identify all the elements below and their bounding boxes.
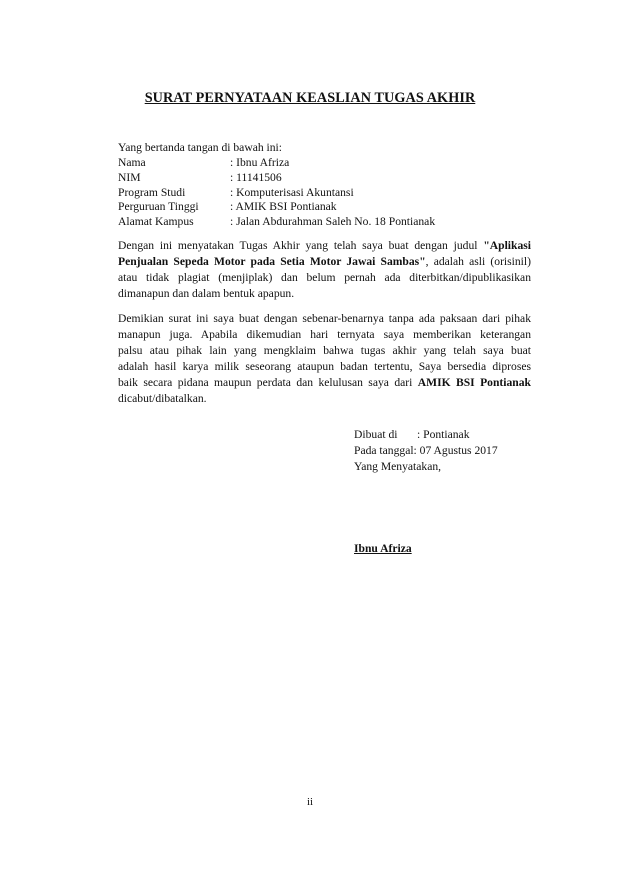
identity-label: NIM bbox=[118, 170, 141, 184]
paragraph-line bbox=[118, 375, 531, 391]
identity-value: : Jalan Abdurahman Saleh No. 18 Pontianak bbox=[230, 215, 436, 229]
signature-block bbox=[354, 427, 498, 475]
paragraph-line: palsu atau pihak lain yang mengklaim bahwa tugas akhir yang telah saya buat bbox=[118, 344, 531, 357]
paragraph-line: Demikian surat ini saya buat dengan sebenar-benarnya tanpa ada paksaan dari pihak bbox=[118, 312, 531, 325]
identity-label: Nama bbox=[118, 156, 146, 169]
document-title: SURAT PERNYATAAN KEASLIAN TUGAS AKHIR bbox=[144, 90, 476, 106]
signature-date: Pada tanggal: 07 Agustus 2017 bbox=[354, 444, 498, 457]
identity-value: : AMIK BSI Pontianak bbox=[230, 200, 337, 214]
identity-row-institution bbox=[118, 200, 435, 215]
paragraph-text: baik secara pidana maupun perdata dan kelulusan saya dari bbox=[118, 376, 418, 389]
signature-place-row bbox=[354, 427, 498, 443]
declaration-paragraph bbox=[118, 238, 531, 302]
identity-label: Perguruan Tinggi bbox=[118, 200, 199, 214]
identity-value: : Ibnu Afriza bbox=[230, 156, 290, 169]
place-label: Dibuat di bbox=[354, 428, 398, 441]
institution-bold: AMIK BSI Pontianak bbox=[417, 376, 531, 389]
statement-paragraph bbox=[118, 311, 531, 407]
identity-value: : 11141506 bbox=[230, 170, 282, 184]
paragraph-text: , adalah asli (orisinil) bbox=[425, 255, 531, 268]
thesis-title-bold: Penjualan Sepeda Motor pada Setia Motor Jawai Sambas" bbox=[118, 255, 426, 268]
page-number: ii bbox=[306, 796, 314, 808]
paragraph-line bbox=[118, 254, 531, 270]
paragraph-text: Dengan ini menyatakan Tugas Akhir yang telah saya buat dengan judul bbox=[118, 239, 484, 252]
paragraph-line: atau tidak plagiat (menjiplak) dan belum pernah ada diterbitkan/dipublikasikan bbox=[118, 271, 531, 284]
paragraph-line: dicabut/dibatalkan. bbox=[118, 392, 207, 405]
identity-row-nim bbox=[118, 171, 435, 186]
identity-row-name bbox=[118, 156, 435, 171]
identity-row-address bbox=[118, 215, 435, 230]
paragraph-line: dimanapun dan dalam bentuk apapun. bbox=[118, 287, 295, 300]
identity-row-program bbox=[118, 186, 435, 201]
paragraph-line: adalah hasil karya milik seseorang ataupun badan tertentu, Saya bersedia diproses bbox=[118, 360, 531, 373]
identity-label: Alamat Kampus bbox=[118, 215, 194, 229]
identity-label: Program Studi bbox=[118, 185, 186, 199]
identity-value: : Komputerisasi Akuntansi bbox=[230, 185, 354, 199]
place-value: : Pontianak bbox=[417, 428, 470, 441]
paragraph-line: manapun juga. Apabila dikemudian hari ternyata saya memberikan keterangan bbox=[118, 328, 531, 341]
signature-declarant: Yang Menyatakan, bbox=[354, 460, 442, 473]
signer-name: Ibnu Afriza bbox=[354, 542, 412, 555]
thesis-title-bold: "Aplikasi bbox=[483, 239, 531, 252]
identity-table bbox=[118, 156, 435, 230]
paragraph-line bbox=[118, 238, 531, 254]
intro-text: Yang bertanda tangan di bawah ini: bbox=[118, 141, 282, 154]
